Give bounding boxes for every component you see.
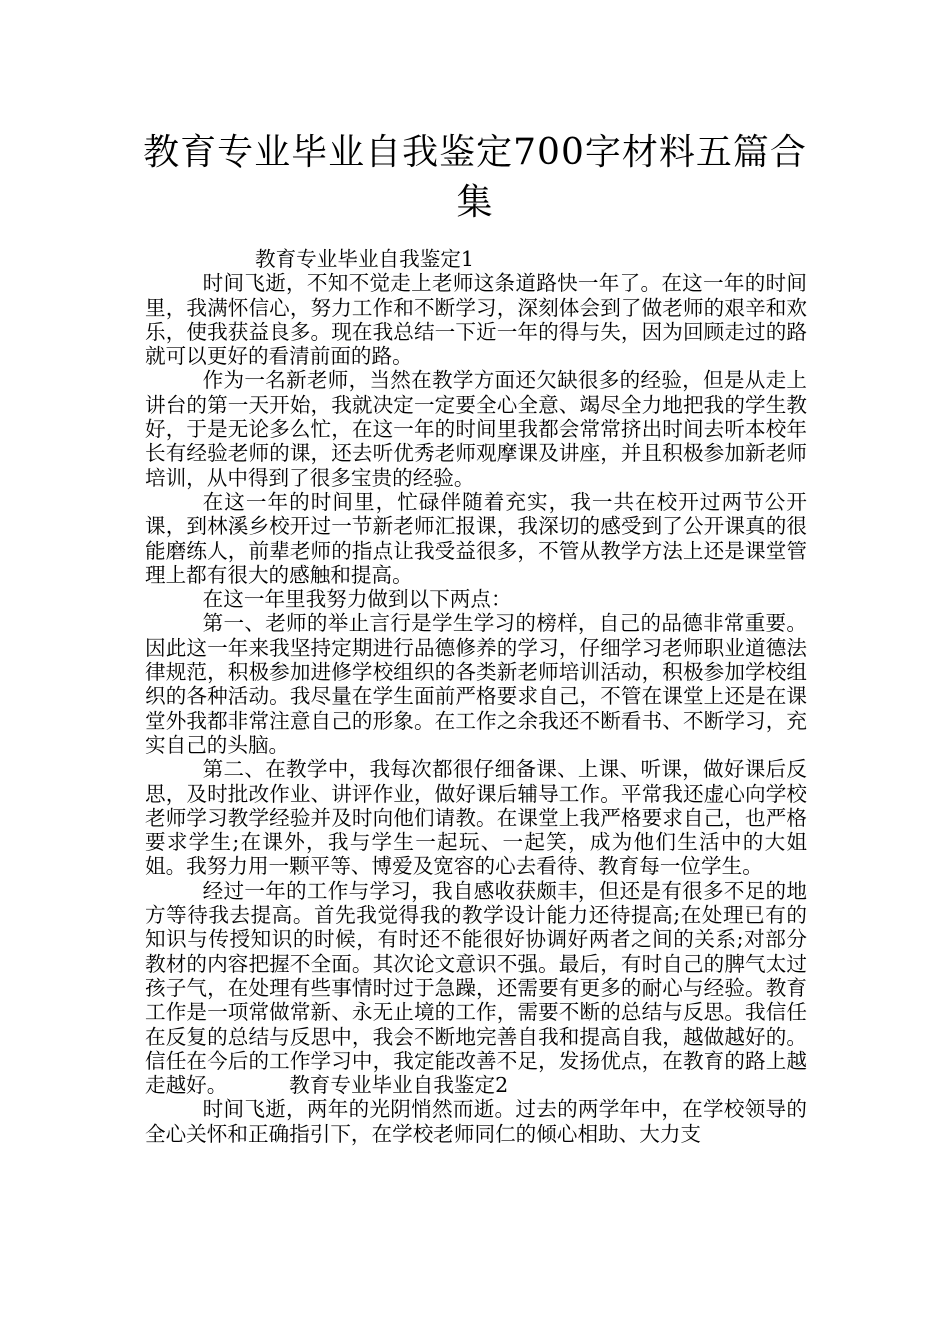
paragraph: 在这一年里我努力做到以下两点： xyxy=(202,587,512,612)
paragraph: 时间飞逝，两年的光阴悄然而逝。过去的两学年中，在学校领导的全心关怀和正确指引下，在学校老师同仁的倾心相助、大力支 xyxy=(145,1097,807,1146)
document-body xyxy=(145,247,807,1146)
paragraph: 第一、老师的举止言行是学生学习的榜样，自己的品德非常重要。因此这一年来我坚持定期进行品德修养的学习，仔细学习老师职业道德法律规范，积极参加进修学校组织的各类新老师培训活动，积极参加学校组织的各种活动。我尽量在学生面前严格要求自己，不管在课堂上还是在课堂外我都非常注意自己的形象。在工作之余我还不断看书、不断学习，充实自己的头脑。 xyxy=(145,611,807,757)
paragraph xyxy=(145,879,807,1098)
section-heading-1: 教育专业毕业自我鉴定1 xyxy=(255,247,475,271)
paragraph-text: 经过一年的工作与学习，我自感收获颇丰，但还是有很多不足的地方等待我去提高。首先我觉得我的教学设计能力还待提高;在处理已有的知识与传授知识的时候，有时还不能很好协调好两者之间的关系;对部分教材的内容把握不全面。其次论文意识不强。最后，有时自己的脾气太过孩子气，在处理有些事情时过于急躁，还需要有更多的耐心与经验。教育工作是一项常做常新、永无止境的工作，需要不断的总结与反思。我信任在反复的总结与反思中，我会不断地完善自我和提高自我，越做越好的。信任在今后的工作学习中，我定能改善不足，发扬优点，在教育的路上越走越好。 xyxy=(145,878,807,1098)
paragraph: 在这一年的时间里，忙碌伴随着充实，我一共在校开过两节公开课，到林溪乡校开过一节新老师汇报课，我深切的感受到了公开课真的很能磨练人，前辈老师的指点让我受益很多，不管从教学方法上还是课堂管理上都有很大的感触和提高。 xyxy=(145,489,807,587)
section-heading-2: 教育专业毕业自我鉴定2 xyxy=(289,1073,509,1098)
paragraph: 作为一名新老师，当然在教学方面还欠缺很多的经验，但是从走上讲台的第一天开始，我就决定一定要全心全意、竭尽全力地把我的学生教好，于是无论多么忙，在这一年的时间里我都会常常挤出时间去听本校年长有经验老师的课，还去听优秀老师观摩课及讲座，并且积极参加新老师培训，从中得到了很多宝贵的经验。 xyxy=(145,368,807,490)
document-title: 教育专业毕业自我鉴定700字材料五篇合集 xyxy=(143,132,807,223)
paragraph: 第二、在教学中，我每次都很仔细备课、上课、听课，做好课后反思，及时批改作业、讲评作业，做好课后辅导工作。平常我还虚心向学校老师学习教学经验并及时向他们请教。在课堂上我严格要求自己，也严格要求学生;在课外，我与学生一起玩、一起笑，成为他们生活中的大姐姐。我努力用一颗平等、博爱及宽容的心去看待、教育每一位学生。 xyxy=(145,757,807,879)
paragraph: 时间飞逝，不知不觉走上老师这条道路快一年了。在这一年的时间里，我满怀信心，努力工作和不断学习，深刻体会到了做老师的艰辛和欢乐，使我获益良多。现在我总结一下近一年的得与失，因为回顾走过的路就可以更好的看清前面的路。 xyxy=(145,271,807,369)
